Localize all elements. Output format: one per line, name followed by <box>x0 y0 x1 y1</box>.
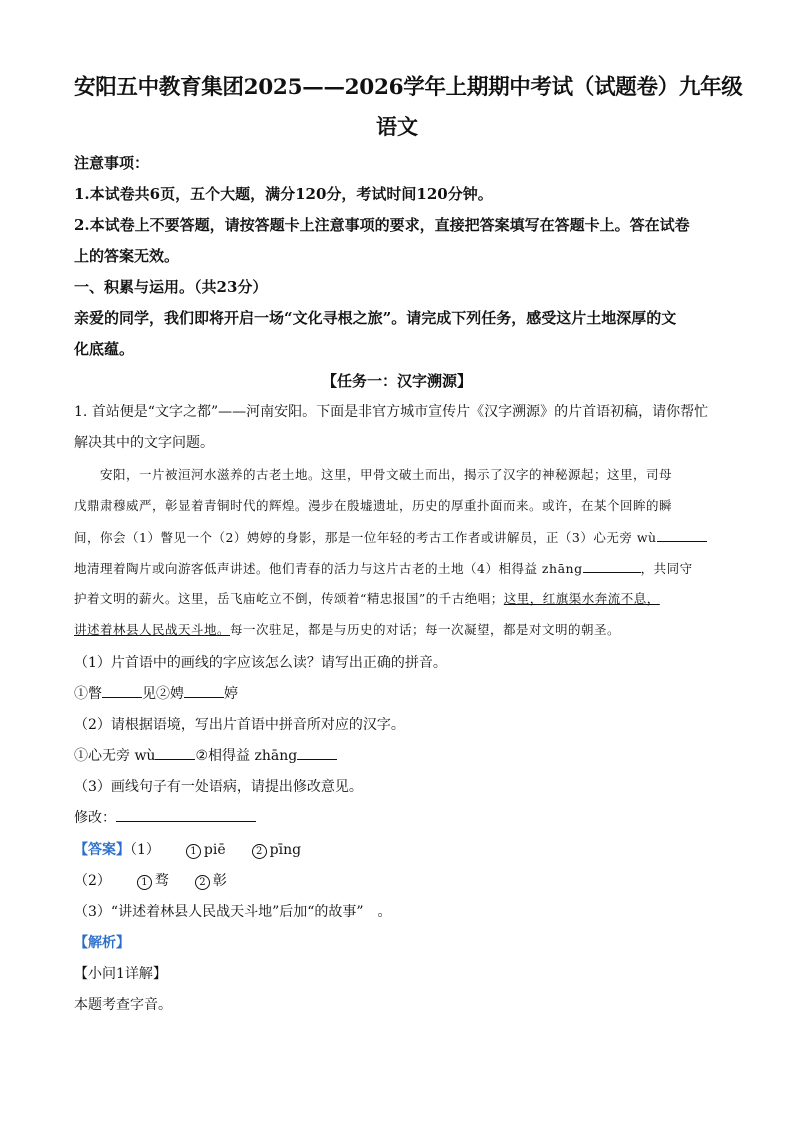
notes-item-1: 1.本试卷共6页，五个大题，满分120分，考试时间120分钟。 <box>74 185 493 203</box>
answer-prefix: （1） <box>130 842 160 858</box>
subquestion-3-line <box>74 807 256 827</box>
passage-line-6 <box>74 620 620 638</box>
analysis-q1-text: 本题考查字音。 <box>74 997 172 1013</box>
prompt-text: ①瞥 <box>74 686 102 702</box>
answer-line-3: （3）“讲述着林县人民战天斗地”后加“的故事” 。 <box>74 904 392 920</box>
prompt-text: 婷 <box>224 686 238 702</box>
circled-number-1: 1 <box>137 875 152 890</box>
underlined-sentence: 这里，红旗渠水奔流不息， <box>503 591 660 606</box>
answer-label: 【答案】 <box>74 842 130 858</box>
circled-number-2: 2 <box>252 844 267 859</box>
subject-title: 语文 <box>376 114 418 139</box>
answer-blank <box>184 683 224 698</box>
prompt-text: ②相得益 zhāng <box>195 748 298 764</box>
passage-line-2: 戊鼎肃穆威严，彰显着青铜时代的辉煌。漫步在殷墟遗址，历史的厚重扑面而来。或许，在某个回眸的瞬 <box>74 498 673 513</box>
answer-value: pīng <box>269 842 302 858</box>
underlined-sentence: 讲述着林县人民战天斗地。 <box>74 622 231 637</box>
notes-item-2a: 2.本试卷上不要答题，请按答题卡上注意事项的要求，直接把答案填写在答题卡上。答在试卷 <box>74 216 690 234</box>
circled-number-2: 2 <box>195 875 210 890</box>
passage-text: 护着文明的薪火。这里，岳飞庙屹立不倒，传颂着“精忠报国”的千古绝唱； <box>74 591 504 606</box>
passage-line-1: 安阳，一片被洹河水滋养的古老土地。这里，甲骨文破土而出，揭示了汉字的神秘源起；这里，司母 <box>100 467 673 482</box>
question-stem-a: 1. 首站便是“文字之都”——河南安阳。下面是非官方城市宣传片《汉字溯源》的片首语初稿，请你帮忙 <box>74 404 709 420</box>
answer-blank <box>116 807 256 822</box>
task-heading: 【任务一：汉字溯源】 <box>321 372 472 390</box>
answer-value: 骛 <box>154 873 169 889</box>
notes-item-2b: 上的答案无效。 <box>74 247 180 265</box>
subquestion-1-line <box>74 683 238 703</box>
answer-blank <box>583 558 641 573</box>
prompt-text: 修改： <box>74 810 116 826</box>
answer-value: 彰 <box>212 873 227 889</box>
answer-blank <box>155 745 195 760</box>
subquestion-2-line <box>74 745 337 765</box>
passage-text: 每一次驻足，都是与历史的对话；每一次凝望，都是对文明的朝圣。 <box>230 622 621 637</box>
answer-prefix: （2） <box>74 873 111 889</box>
passage-text: ，共同守 <box>640 561 693 576</box>
subquestion-3: （3）画线句子有一处语病，请提出修改意见。 <box>74 779 363 795</box>
prompt-text: ①心无旁 wù <box>74 748 156 764</box>
prompt-text: 见②娉 <box>142 686 184 702</box>
notes-heading: 注意事项： <box>74 154 150 172</box>
section-intro-b: 化底蕴。 <box>74 340 135 358</box>
answer-blank <box>297 745 337 760</box>
answer-value: piē <box>203 842 226 858</box>
answer-blank <box>102 683 142 698</box>
section-intro-a: 亲爱的同学，我们即将开启一场“文化寻根之旅”。请完成下列任务，感受这片土地深厚的文 <box>74 309 677 327</box>
passage-text: 间，你会（1）瞥见一个（2）娉婷的身影，那是一位年轻的考古工作者或讲解员，正（3）心无旁 wù <box>74 530 657 545</box>
answer-blank <box>657 527 707 542</box>
subquestion-1: （1）片首语中的画线的字应该怎么读？请写出正确的拼音。 <box>74 655 447 671</box>
question-stem-b: 解决其中的文字问题。 <box>74 435 214 451</box>
answer-line-1 <box>74 839 301 859</box>
passage-line-4 <box>74 558 693 577</box>
analysis-label: 【解析】 <box>74 935 130 951</box>
subquestion-2: （2）请根据语境，写出片首语中拼音所对应的汉字。 <box>74 717 405 733</box>
passage-line-5 <box>74 589 660 607</box>
analysis-q1-heading: 【小问1详解】 <box>74 966 167 982</box>
passage-line-3 <box>74 527 707 546</box>
exam-title: 安阳五中教育集团2025——2026学年上期期中考试（试题卷）九年级 <box>74 75 743 100</box>
section-heading: 一、积累与运用。（共23分） <box>74 278 268 296</box>
circled-number-1: 1 <box>186 844 201 859</box>
answer-line-2 <box>74 870 227 890</box>
passage-text: 地清理着陶片或向游客低声讲述。他们青春的活力与这片古老的土地（4）相得益 zhāng <box>74 561 583 576</box>
